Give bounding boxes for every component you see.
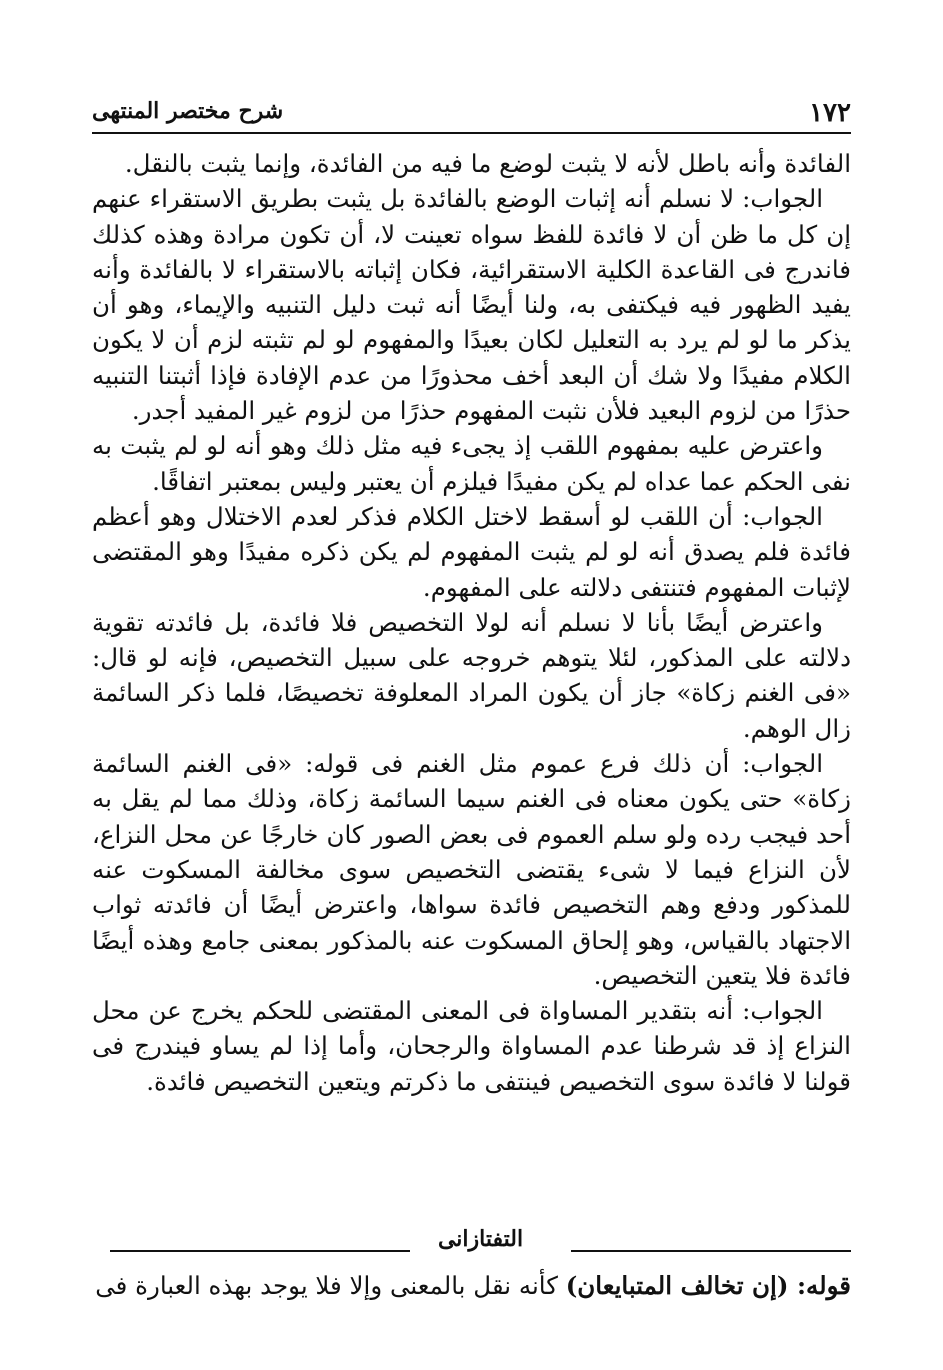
page-number: ١٧٢ — [809, 98, 851, 128]
commentary-body: كأنه نقل بالمعنى وإلا فلا يوجد بهذه العبارة فى — [95, 1271, 566, 1300]
paragraph: الجواب: أن ذلك فرع عموم مثل الغنم فى قوله: «فى الغنم السائمة زكاة» حتى يكون معناه فى الغنم سيما السائمة زكاة، وذلك مما لم يقل به أحد فيجب رده ولو سلم العموم فى بعض الصور كان خارجًا عن محل النزاع، لأن النزاع فيما لا شىء يقتضى التخصيص سوى مخالفة المسكوت عنه للمذكور ودفع وهم التخصيص فائدة سواها، واعترض أيضًا أن فائدته ثواب الاجتهاد بالقياس، وهو إلحاق المسكوت عنه بالمذكور بمعنى جامع وهذه أيضًا فائدة فلا يتعين التخصيص. — [92, 749, 851, 990]
commentary-divider — [110, 1226, 851, 1256]
paragraph: الجواب: أنه بتقدير المساواة فى المعنى المقتضى للحكم يخرج عن محل النزاع إذ قد شرطنا عدم المساواة والرجحان، وأما إذا لم يساو فيندرج فى قولنا لا فائدة سوى التخصيص فينتفى ما ذكرتم ويتعين التخصيص فائدة. — [92, 996, 851, 1096]
main-text — [92, 146, 851, 1099]
paragraph: الجواب: أن اللقب لو أسقط لاختل الكلام فذكر لعدم الاختلال وهو أعظم فائدة فلم يصدق أنه لو لم يثبت المفهوم لم يكن ذكره مفيدًا وهو المقتضى لإثبات المفهوم فتنتفى دلالته على المفهوم. — [92, 501, 851, 602]
running-title: شرح مختصر المنتهى — [92, 98, 284, 124]
paragraph: الجواب: لا نسلم أنه إثبات الوضع بالفائدة بل يثبت بطريق الاستقراء عنهم إن كل ما ظن أن لا فائدة للفظ سواه تعينت لا، أن تكون مرادة وهذه كذلك فاندرج فى القاعدة الكلية الاستقرائية، فكان إثباته بالاستقراء لا بالفائدة وأنه يفيد الظهور فيه فيكتفى به، ولنا أيضًا أنه ثبت دليل التنبيه والإيماء، وهو أن يذكر ما لو لم يرد به التعليل لكان بعيدًا والمفهوم لو لم تثبته لزم أن لا يكون الكلام مفيدًا ولا شك أن البعد أخف محذورًا من عدم الإفادة فإذا أثبتنا التنبيه حذرًا من لزوم البعيد فلأن نثبت المفهوم حذرًا من لزوم غير المفيد أجدر. — [92, 184, 851, 426]
commentary-lead: قوله: (إن تخالف المتبايعان) — [565, 1271, 851, 1300]
paragraph: واعترض عليه بمفهوم اللقب إذ يجىء فيه مثل ذلك وهو أنه لو لم يثبت به نفى الحكم عما عداه لم يكن مفيدًا فيلزم أن يعتبر وليس بمعتبر اتفاقًا. — [92, 431, 851, 496]
commentator-name: التفتازانى — [437, 1226, 524, 1252]
commentary-text — [92, 1268, 851, 1303]
paragraph: واعترض أيضًا بأنا لا نسلم أنه لولا التخصيص فلا فائدة، بل فائدته تقوية دلالته على المذكور، لئلا يتوهم خروجه على سبيل التخصيص، فإنه لو قال: «فى الغنم زكاة» جاز أن يكون المراد المعلوفة تخصيصًا، فلما ذكر السائمة زال الوهم. — [92, 607, 851, 743]
paragraph: الفائدة وأنه باطل لأنه لا يثبت لوضع ما فيه من الفائدة، وإنما يثبت بالنقل. — [124, 149, 851, 178]
page-header — [92, 92, 851, 134]
